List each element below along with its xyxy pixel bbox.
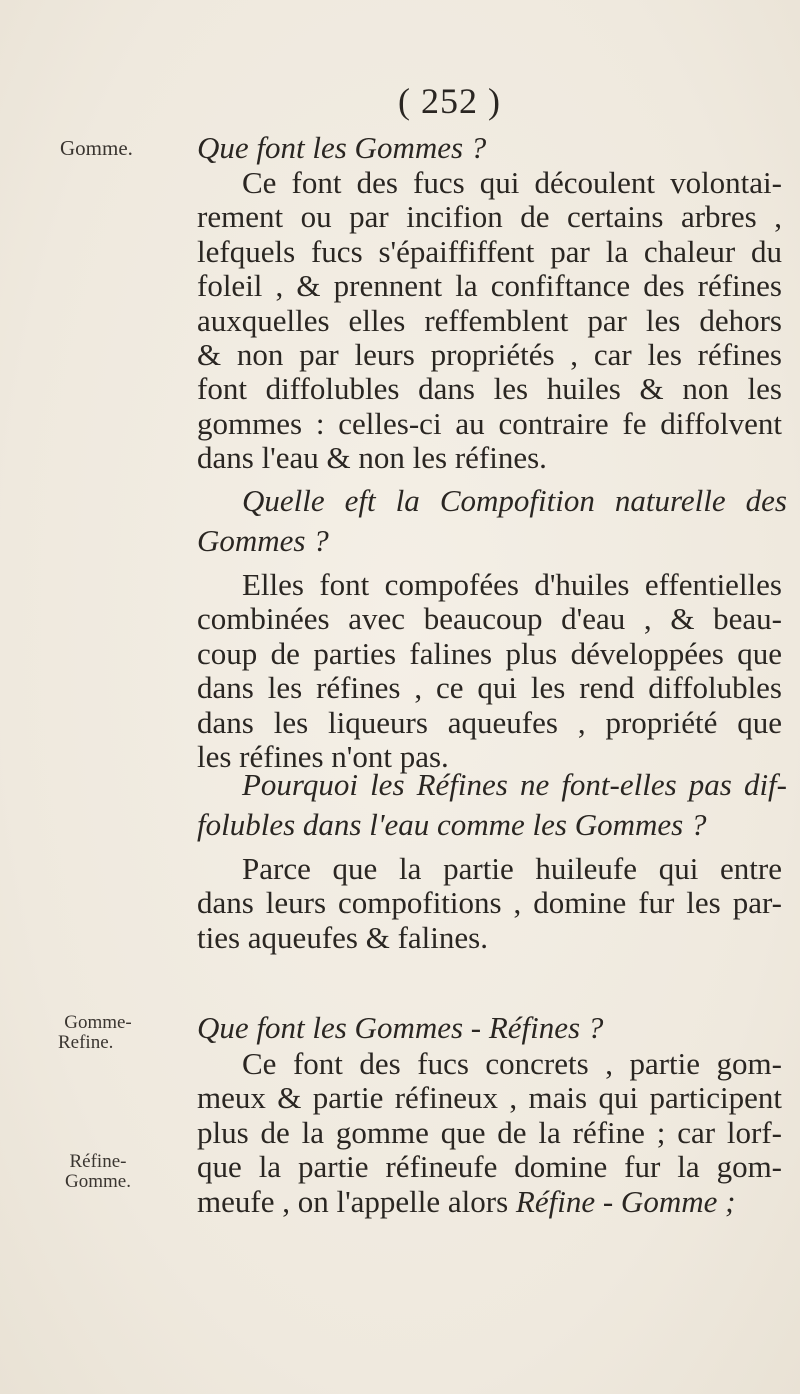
question-3 [197,765,787,845]
answer-1-line: dans l'eau & non les réfines. [197,440,547,476]
answer-4-line: que la partie réfineufe domine fur la gom- [197,1149,782,1185]
answer-4-line: meux & partie réfineux , mais qui participent [197,1080,782,1116]
answer-4-last-line [197,1185,782,1219]
question-4-text: Que font les Gommes - Réfines ? [197,1010,604,1045]
margin-note-gomme-resine [58,1013,138,1053]
answer-2-line: dans les réfines , ce qui les rend diffolubles [197,670,782,706]
answer-1-line: & non par leurs propriétés , car les réfines [197,337,782,373]
answer-2-line: coup de parties falines plus développées que [197,635,782,671]
question-2 [197,481,787,561]
answer-4 [197,1047,782,1219]
margin-note-resine-gomme [58,1152,138,1192]
answer-3-line: dans leurs compofitions , domine fur les par- [197,885,782,921]
answer-1-line: lefquels fucs s'épaiffiffent par la chaleur du [197,233,782,269]
margin-note-resine-gomme-line1: Réfine- [69,1151,127,1172]
answer-1-line: Ce font des fucs qui découlent volontai- [242,165,782,200]
answer-3 [197,852,782,955]
answer-4-line: Ce font des fucs concrets , partie gom- [242,1046,782,1081]
answer-3-line: Parce que la partie huileufe qui entre [242,851,782,886]
answer-3-line: ties aqueufes & falines. [197,919,488,955]
question-3-line: folubles dans l'eau comme les Gommes ? [197,807,707,842]
question-3-line: Pourquoi les Réfines ne font-elles pas dif- [242,767,787,802]
answer-4-last-prefix: meufe , on l'appelle alors [197,1183,516,1219]
answer-1-line: rement ou par incifion de certains arbres , [197,199,782,235]
margin-note-gomme-text: Gomme. [60,136,133,160]
answer-2-line: les réfines n'ont pas. [197,739,449,775]
answer-1 [197,166,782,476]
question-1-text: Que font les Gommes ? [197,130,487,165]
answer-1-line: font diffolubles dans les huiles & non les [197,371,782,407]
margin-note-resine-gomme-line2: Gomme. [65,1171,131,1192]
answer-4-last-italic: Réfine - Gomme ; [515,1183,736,1219]
page-number: ( 252 ) [398,81,501,121]
answer-1-line: auxquelles elles reffemblent par les dehors [197,302,782,338]
answer-2-line: dans les liqueurs aqueufes , propriété que [197,704,782,740]
answer-2-line: Elles font compofées d'huiles effentielles [242,567,782,602]
question-1 [197,126,787,169]
answer-2 [197,568,782,774]
question-4 [197,1006,787,1049]
answer-1-line: gommes : celles-ci au contraire fe diffolvent [197,405,782,441]
answer-2-line: combinées avec beaucoup d'eau , & beau- [197,601,782,637]
question-2-line: Quelle eft la Compofition naturelle des [242,483,787,518]
question-2-line: Gommes ? [197,523,329,558]
margin-note-gomme-resine-line2: Refine. [58,1032,114,1053]
answer-4-line: plus de la gomme que de la réfine ; car lorf- [197,1114,782,1150]
answer-1-line: foleil , & prennent la confiftance des réfines [197,268,782,304]
margin-note-gomme-resine-line1: Gomme- [64,1012,132,1033]
margin-note-gomme [60,138,133,158]
